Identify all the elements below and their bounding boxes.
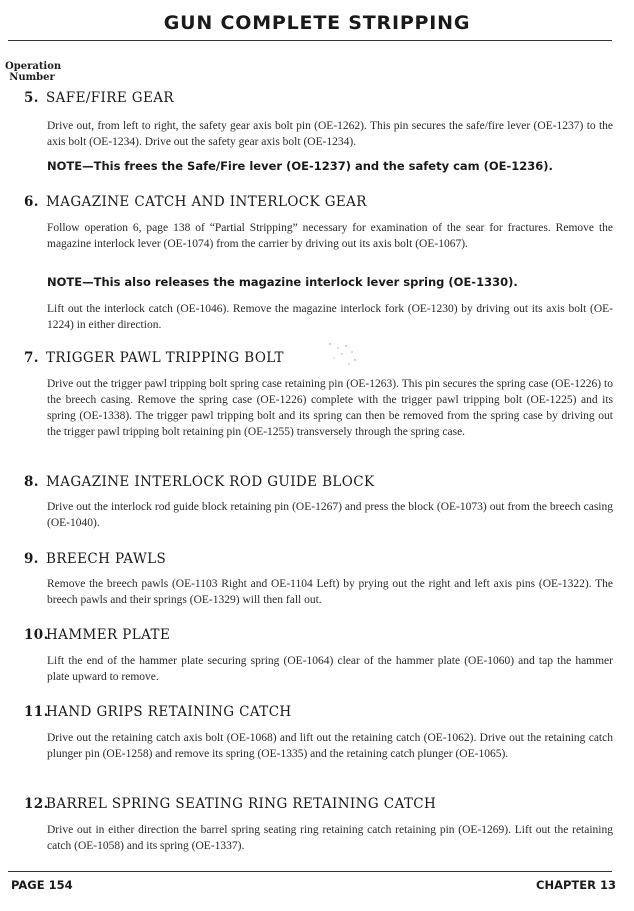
section-number: 9.: [24, 551, 39, 567]
section-number: 12.: [24, 796, 49, 812]
section-title: TRIGGER PAWL TRIPPING BOLT: [46, 350, 284, 366]
section-heading-6: [24, 194, 367, 210]
section-heading-5: [24, 90, 174, 106]
section-title: MAGAZINE CATCH AND INTERLOCK GEAR: [46, 194, 367, 210]
section-title: BARREL SPRING SEATING RING RETAINING CATCH: [46, 796, 437, 812]
section-title: BREECH PAWLS: [46, 551, 167, 567]
section-6-paragraph-2: Lift out the interlock catch (OE-1046). Remove the magazine interlock fork (OE-1230) by driving out its axis bolt (OE-1224) in either direction.: [47, 303, 613, 331]
section-11-paragraph: Drive out the retaining catch axis bolt (OE-1068) and lift out the retaining catch (OE-1062). Drive out the retaining catch plunger pin (OE-1258) and remove its spring (OE-1335) and the retaining catch plunger (OE-1065).: [47, 732, 613, 760]
section-title: HAND GRIPS RETAINING CATCH: [46, 704, 292, 720]
section-number: 8.: [24, 474, 39, 490]
section-heading-11: [24, 704, 292, 720]
section-8-paragraph: Drive out the interlock rod guide block retaining pin (OE-1267) and press the block (OE-1073) out from the breech casing (OE-1040).: [47, 501, 613, 529]
chapter-label: CHAPTER 13: [536, 878, 616, 892]
section-heading-10: [24, 627, 170, 643]
operation-label-line2: Number: [9, 72, 55, 83]
section-5-note: NOTE—This frees the Safe/Fire lever (OE-1237) and the safety cam (OE-1236).: [47, 159, 553, 173]
section-title: HAMMER PLATE: [46, 627, 171, 643]
operation-label-line1: Operation: [5, 61, 62, 72]
section-title: SAFE/FIRE GEAR: [46, 90, 174, 106]
section-heading-12: [24, 796, 436, 812]
operation-number-label: [5, 61, 62, 83]
section-9-paragraph: Remove the breech pawls (OE-1103 Right and OE-1104 Left) by prying out the right and left axis pins (OE-1322). The breech pawls and their springs (OE-1329) will then fall out.: [47, 578, 613, 606]
section-number: 6.: [24, 194, 39, 210]
section-heading-9: [24, 551, 166, 567]
section-heading-7: [24, 350, 284, 366]
page-number: PAGE 154: [11, 878, 73, 892]
section-heading-8: [24, 474, 374, 490]
header-rule: [8, 40, 612, 41]
section-number: 5.: [24, 90, 39, 106]
section-6-note: NOTE—This also releases the magazine interlock lever spring (OE-1330).: [47, 275, 518, 289]
section-5-paragraph: Drive out, from left to right, the safety gear axis bolt pin (OE-1262). This pin secures the safe/fire lever (OE-1237) to the axis bolt (OE-1234). Drive out the safety gear axis bolt (OE-1234).: [47, 120, 613, 148]
section-number: 11.: [24, 704, 49, 720]
section-6-paragraph-1: Follow operation 6, page 138 of “Partial Stripping” necessary for examination of the sear for fractures. Remove the magazine interlock lever (OE-1074) from the carrier by driving out its axis bolt (OE-1067).: [47, 222, 613, 250]
section-12-paragraph: Drive out in either direction the barrel spring seating ring retaining catch retaining pin (OE-1269). Lift out the retaining catch (OE-1058) and its spring (OE-1337).: [47, 824, 613, 852]
footer-rule: [8, 871, 612, 872]
scan-speckle: [324, 340, 364, 370]
section-number: 7.: [24, 350, 39, 366]
page-title: GUN COMPLETE STRIPPING: [163, 12, 471, 34]
section-title: MAGAZINE INTERLOCK ROD GUIDE BLOCK: [46, 474, 375, 490]
section-number: 10.: [24, 627, 49, 643]
section-7-paragraph: Drive out the trigger pawl tripping bolt spring case retaining pin (OE-1263). This pin secures the spring case (OE-1226) to the breech casing. Remove the spring case (OE-1226) complete with the trigger pawl tripping bolt (OE-1225) and its spring (OE-1338). The trigger pawl tripping bolt and its spring can then be removed from the spring case by driving out the trigger pawl tripping bolt retaining pin (OE-1255) transversely through the spring case.: [47, 378, 613, 438]
section-10-paragraph: Lift the end of the hammer plate securing spring (OE-1064) clear of the hammer plate (OE-1060) and tap the hammer plate upward to remove.: [47, 655, 613, 683]
